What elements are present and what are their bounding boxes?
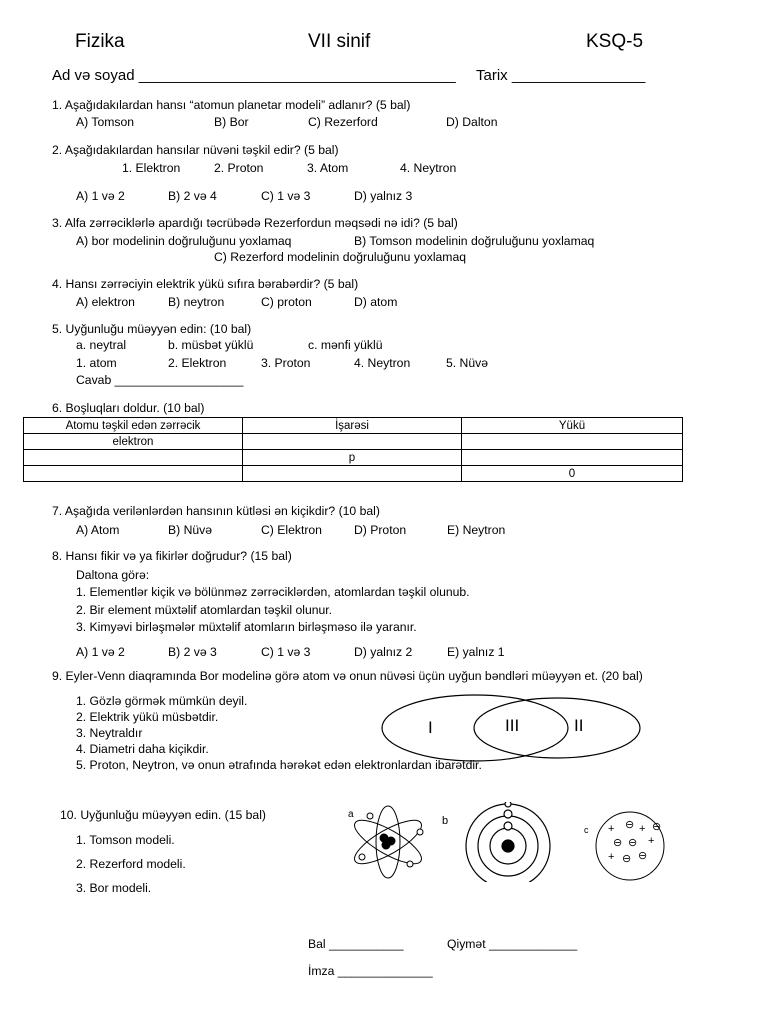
name-field-label: Ad və soyad ______________________________________ — [52, 67, 456, 84]
q4-option-d: D) atom — [354, 295, 398, 309]
q5-item: 4. Neytron — [354, 356, 411, 370]
q9-statement-4: 4. Diametri daha kiçikdir. — [76, 742, 209, 756]
date-field-label: Tarix ________________ — [476, 67, 646, 84]
table-row — [24, 466, 683, 482]
question-3: 3. Alfa zərrəciklərlə apardığı təcrübədə Rezerfordun məqsədi nə idi? (5 bal) — [52, 216, 458, 230]
question-2: 2. Aşağıdakılardan hansılar nüvəni təşkil edir? (5 bal) — [52, 143, 339, 157]
table-cell — [24, 450, 243, 466]
q8-option-a: A) 1 və 2 — [76, 645, 125, 659]
q1-option-d: D) Dalton — [446, 115, 498, 129]
venn-diagram — [380, 692, 660, 766]
table-cell — [24, 466, 243, 482]
model-label-b: b — [442, 815, 449, 827]
model-label-c: c — [584, 825, 589, 835]
q5-item: 5. Nüvə — [446, 356, 489, 370]
q4-option-a: A) elektron — [76, 295, 135, 309]
q8-option-e: E) yalnız 1 — [447, 645, 505, 659]
q2-option-b: B) 2 və 4 — [168, 189, 217, 203]
svg-text:⊖: ⊖ — [613, 837, 623, 849]
q8-statement-3: 3. Kimyəvi birləşmələr müxtəlif atomların birləşməso ilə yaranır. — [76, 620, 417, 634]
q3-option-b: B) Tomson modelinin doğruluğunu yoxlamaq — [354, 234, 595, 248]
q1-option-a: A) Tomson — [76, 115, 135, 129]
q8-option-b: B) 2 və 3 — [168, 645, 217, 659]
signature-field: İmza ______________ — [308, 964, 433, 978]
question-10: 10. Uyğunluğu müəyyən edin. (15 bal) — [60, 808, 266, 822]
table-cell: 0 — [462, 466, 683, 482]
question-6: 6. Boşluqları doldur. (10 bal) — [52, 401, 205, 415]
q5-letter-a: a. neytral — [76, 338, 127, 352]
svg-text:+: + — [608, 851, 615, 863]
q7-option-e: E) Neytron — [447, 523, 506, 537]
atom-models-illustration — [340, 802, 680, 882]
venn-ellipse-right — [474, 698, 640, 758]
q4-option-b: B) neytron — [168, 295, 225, 309]
svg-text:+: + — [639, 823, 646, 835]
q8-statement-2: 2. Bir element müxtəlif atomlardan təşkil olunur. — [76, 603, 333, 617]
q9-statement-2: 2. Elektrik yükü müsbətdir. — [76, 710, 219, 724]
thomson-atom-icon — [596, 812, 664, 880]
grade-title: VII sinif — [308, 31, 371, 52]
venn-label-ii: II — [574, 716, 584, 735]
svg-text:+: + — [648, 835, 655, 847]
q2-item: 4. Neytron — [400, 161, 457, 175]
q8-intro: Daltona görə: — [76, 568, 150, 582]
q5-item: 3. Proton — [261, 356, 311, 370]
test-code: KSQ-5 — [586, 31, 644, 52]
table-row — [24, 434, 683, 450]
q9-statement-5: 5. Proton, Neytron, və onun ətrafında hərəkət edən elektronlardan ibarətdir. — [76, 758, 482, 772]
q4-option-c: C) proton — [261, 295, 312, 309]
svg-text:⊖: ⊖ — [652, 821, 662, 833]
model-label-a: a — [348, 809, 354, 820]
table-header-cell: Atomu təşkil edən zərrəcik — [24, 418, 243, 434]
svg-text:⊖: ⊖ — [628, 837, 638, 849]
table-header-cell: Yükü — [462, 418, 683, 434]
q5-item: 2. Elektron — [168, 356, 227, 370]
q3-option-a: A) bor modelinin doğruluğunu yoxlamaq — [76, 234, 292, 248]
venn-ellipse-left — [382, 695, 568, 761]
table-row — [24, 450, 683, 466]
svg-text:⊖: ⊖ — [638, 850, 648, 862]
q3-option-c: C) Rezerford modelinin doğruluğunu yoxlamaq — [214, 250, 467, 264]
table-cell — [462, 450, 683, 466]
score-field: Bal ___________ — [308, 937, 404, 951]
q10-model-1: 1. Tomson modeli. — [76, 833, 175, 847]
q1-option-b: B) Bor — [214, 115, 249, 129]
q7-option-d: D) Proton — [354, 523, 407, 537]
grade-field: Qiymət _____________ — [447, 937, 578, 951]
q2-item: 2. Proton — [214, 161, 264, 175]
venn-label-i: I — [428, 718, 433, 737]
q7-option-b: B) Nüvə — [168, 523, 213, 537]
q9-statement-3: 3. Neytraldır — [76, 726, 143, 740]
table-header-cell: İşarəsi — [243, 418, 462, 434]
question-7: 7. Aşağıda verilənlərdən hansının kütləsi ən kiçikdir? (10 bal) — [52, 504, 380, 518]
question-8: 8. Hansı fikir və ya fikirlər doğrudur? (15 bal) — [52, 549, 292, 563]
svg-text:⊖: ⊖ — [625, 819, 635, 831]
q8-option-d: D) yalnız 2 — [354, 645, 413, 659]
table-cell: elektron — [24, 434, 243, 450]
q5-letter-c: c. mənfi yüklü — [308, 338, 383, 352]
q10-model-2: 2. Rezerford modeli. — [76, 857, 186, 871]
question-9: 9. Eyler-Venn diaqramında Bor modelinə görə atom və onun nüvəsi üçün uyğun bəndləri müəyyən et. (20 bal) — [52, 669, 643, 683]
table-cell — [462, 434, 683, 450]
question-4: 4. Hansı zərrəciyin elektrik yükü sıfıra bərabərdir? (5 bal) — [52, 277, 359, 291]
q2-item: 1. Elektron — [122, 161, 181, 175]
rutherford-atom-icon — [349, 806, 427, 878]
q8-option-c: C) 1 və 3 — [261, 645, 311, 659]
q7-option-a: A) Atom — [76, 523, 120, 537]
table-header-row — [24, 418, 683, 434]
q8-statement-1: 1. Elementlər kiçik və bölünməz zərrəciklərdən, atomlardan təşkil olunub. — [76, 585, 470, 599]
q10-model-3: 3. Bor modeli. — [76, 881, 152, 895]
question-5: 5. Uyğunluğu müəyyən edin: (10 bal) — [52, 322, 252, 336]
q7-option-c: C) Elektron — [261, 523, 322, 537]
q5-answer-line: Cavab ___________________ — [76, 373, 244, 387]
q2-option-a: A) 1 və 2 — [76, 189, 125, 203]
table-cell: p — [243, 450, 462, 466]
bohr-atom-icon — [466, 802, 550, 882]
particles-table — [23, 417, 683, 482]
q2-option-d: D) yalnız 3 — [354, 189, 413, 203]
table-cell — [243, 466, 462, 482]
table-cell — [243, 434, 462, 450]
q2-item: 3. Atom — [307, 161, 349, 175]
question-1: 1. Aşağıdakılardan hansı “atomun planetar modeli” adlanır? (5 bal) — [52, 98, 411, 112]
q9-statement-1: 1. Gözlə görmək mümkün deyil. — [76, 694, 248, 708]
svg-text:⊖: ⊖ — [622, 853, 632, 865]
svg-text:+: + — [608, 823, 615, 835]
q2-option-c: C) 1 və 3 — [261, 189, 311, 203]
q1-option-c: C) Rezerford — [308, 115, 378, 129]
venn-label-iii: III — [505, 716, 520, 735]
q5-letter-b: b. müsbət yüklü — [168, 338, 254, 352]
q5-item: 1. atom — [76, 356, 117, 370]
subject-title: Fizika — [75, 31, 125, 52]
